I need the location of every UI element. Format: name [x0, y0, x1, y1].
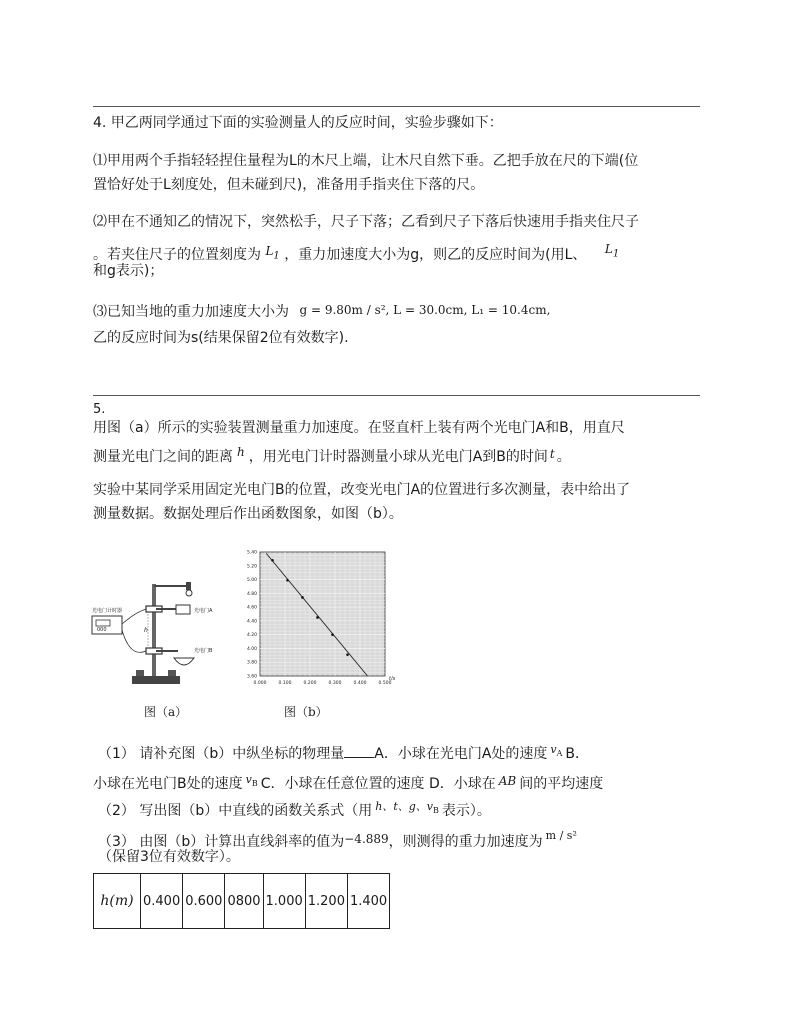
- q4-step2-line2: [93, 240, 619, 265]
- gate-b-label: 光电门B: [194, 648, 213, 654]
- y-tick-label: 5.20: [246, 564, 257, 570]
- catch-cup: [174, 658, 194, 665]
- q5-intro-text-b: ，用光电门计时器测量小球从光电门A到B的时间: [248, 449, 548, 465]
- q5-symbol-h: h: [237, 445, 245, 459]
- q4-step3-line2: 乙的反应时间为s(结果保留2位有效数字).: [93, 330, 349, 346]
- q5-sub1-line2: [93, 771, 603, 793]
- y-tick-label: 5.40: [246, 550, 257, 556]
- q5-symbol-t: t: [549, 447, 555, 461]
- q4-given-values: g = 9.80m / s², L = 30.0cm, L₁ = 10.4cm,: [299, 303, 551, 317]
- q5-sub1-line1: [98, 741, 589, 763]
- q5-intro-line1: 用图（a）所示的实验装置测量重力加速度。在竖直杆上装有两个光电门A和B，用直尺: [93, 420, 625, 436]
- divider-top: [93, 106, 700, 107]
- table-header-h: h(m): [94, 874, 141, 929]
- divider-middle: [93, 395, 700, 396]
- gate-a-label: 光电门A: [194, 608, 213, 614]
- q5-sub2-text-b: 表示）。: [441, 803, 491, 819]
- q5-number: 5.: [93, 402, 106, 417]
- timer-label: 光电门计时器: [92, 608, 123, 614]
- q4-symbol-l1-b: $L_1$: [604, 242, 620, 260]
- figure-b-caption: 图（b）: [284, 705, 328, 719]
- table-cell: 1.200: [305, 874, 347, 929]
- y-tick-label: 4.60: [246, 605, 257, 611]
- q4-step1-line1: ⑴甲用两个手指轻轻捏住量程为L的木尺上端，让木尺自然下垂。乙把手放在尺的下端(位: [93, 153, 639, 169]
- y-tick-label: 4.80: [246, 591, 257, 597]
- y-tick-label: 4.20: [246, 633, 257, 639]
- stand-pole: [152, 584, 156, 676]
- y-tick-label: 3.80: [246, 660, 257, 666]
- q5-sub3-text-a: （3） 由图（b）计算出直线斜率的值为: [98, 834, 345, 850]
- q5-symbol-vb: vB: [245, 773, 258, 789]
- q4-step2-text-b: ，重力加速度大小为g，则乙的反应时间为(用L、: [284, 247, 587, 263]
- data-point: [286, 579, 289, 582]
- q4-step1-line2: 置恰好处于L刻度处，但未碰到尺)，准备用手指夹住下落的尺。: [93, 177, 485, 193]
- y-tick-label: 5.00: [246, 578, 257, 584]
- ball: [186, 590, 192, 596]
- figure-a-caption: 图（a）: [144, 705, 188, 719]
- q4-symbol-l1: $L_1$: [265, 244, 280, 262]
- table-cell: 0.600: [183, 874, 225, 929]
- y-tick-label: 4.00: [246, 646, 257, 652]
- q5-intro-text-c: 。: [556, 449, 571, 465]
- q5-slope-value: −4.889: [344, 832, 389, 846]
- q5-sub1-option-b-start: B．: [565, 746, 590, 762]
- data-point: [346, 653, 349, 656]
- x-tick-label: 0.300: [328, 681, 342, 686]
- data-point: [316, 616, 319, 619]
- q5-symbol-va: vA: [550, 743, 563, 759]
- figure-a-apparatus: [90, 572, 220, 688]
- q5-sub3-line2: （保留3位有效数字）。: [98, 849, 240, 865]
- table-row: [94, 874, 390, 929]
- q5-sub2-text-a: （2） 写出图（b）中直线的函数关系式（用: [98, 803, 373, 819]
- q5-para2-line2: 测量数据。数据处理后作出函数图象，如图（b）。: [93, 506, 403, 522]
- stand-base: [132, 676, 180, 684]
- table-cell: 0.400: [141, 874, 183, 929]
- q5-sub2: [98, 798, 491, 820]
- q5-sub2-vars: h、t、g、vB: [375, 800, 439, 816]
- x-tick-label: 0.000: [253, 681, 267, 686]
- q4-step2-line1: ⑵甲在不通知乙的情况下，突然松手，尺子下落；乙看到尺子下落后快速用手指夹住尺子: [93, 214, 639, 230]
- q4-step2-text-a: 。若夹住尺子的位置刻度为: [93, 247, 261, 263]
- q5-sub1-option-d-end: 间的平均速度: [519, 776, 604, 792]
- q4-step2-line3: 和g表示)；: [93, 263, 164, 279]
- x-tick-label: 0.400: [353, 681, 367, 686]
- data-point: [301, 596, 304, 599]
- q5-sub1-options-cd: C．小球在任意位置的速度 D．小球在: [260, 776, 496, 792]
- q5-unit: m / s²: [545, 829, 577, 842]
- x-tick-label: 0.100: [278, 681, 292, 686]
- q5-sub1-option-a: A．小球在光电门A处的速度: [374, 746, 548, 762]
- q4-step3-text: ⑶已知当地的重力加速度大小为: [93, 304, 289, 320]
- q5-intro-text-a: 测量光电门之间的距离: [93, 449, 233, 465]
- y-tick-label: 4.40: [246, 619, 257, 625]
- q5-sub1-text-a: （1） 请补充图（b）中纵坐标的物理量: [98, 746, 345, 762]
- figure-b-chart: [236, 544, 402, 696]
- q5-sub3-text-b: ，则测得的重力加速度为: [388, 834, 543, 850]
- table-cell: 1.400: [347, 874, 389, 929]
- q4-step3-line1: [93, 301, 550, 321]
- q4-title: 4. 甲乙两同学通过下面的实验测量人的反应时间，实验步骤如下：: [93, 115, 503, 131]
- data-table: [93, 873, 390, 929]
- answer-blank[interactable]: [344, 745, 374, 758]
- q5-para2-line1: 实验中某同学采用固定光电门B的位置，改变光电门A的位置进行多次测量，表中给出了: [93, 482, 631, 498]
- x-tick-label: 0.500: [378, 681, 392, 686]
- q5-intro-line2: [93, 443, 571, 466]
- table-cell: 0800: [225, 874, 263, 929]
- y-tick-label: 3.60: [246, 674, 257, 680]
- x-tick-label: 0.200: [303, 681, 317, 686]
- h-label: h: [144, 627, 148, 634]
- data-point: [271, 559, 274, 562]
- x-axis-label: t/s: [389, 676, 396, 682]
- table-cell: 1.000: [263, 874, 305, 929]
- q5-symbol-ab: AB: [498, 774, 517, 788]
- timer-display: 000: [97, 627, 107, 633]
- q5-sub1-option-b: 小球在光电门B处的速度: [93, 776, 243, 792]
- data-point: [331, 633, 334, 636]
